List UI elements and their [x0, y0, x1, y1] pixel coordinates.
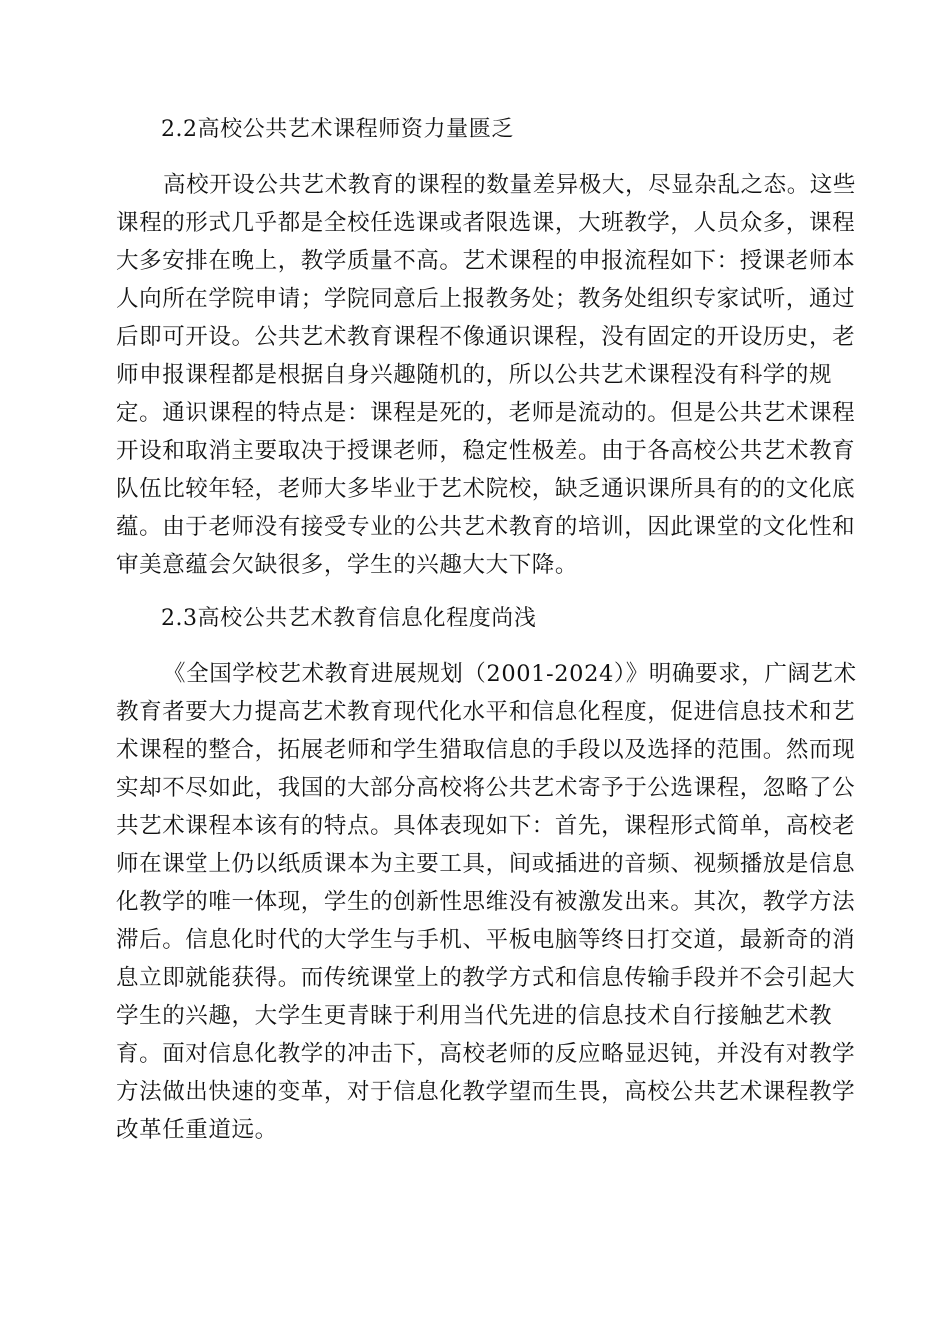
- paragraph-line: 师在课堂上仍以纸质课本为主要工具，间或插进的音频、视频播放是信息: [116, 851, 856, 877]
- paragraph-line: 师申报课程都是根据自身兴趣随机的，所以公共艺术课程没有科学的规: [116, 362, 833, 388]
- paragraph-line: 《全国学校艺术教育进展规划（2001-2024）》明确要求，广阔艺术: [163, 661, 857, 687]
- paragraph-line: 滞后。信息化时代的大学生与手机、平板电脑等终日打交道，最新奇的消: [116, 927, 856, 953]
- section-2-3-title: 高校公共艺术教育信息化程度尚浅: [197, 606, 537, 631]
- section-2-2-heading: [161, 116, 514, 144]
- paragraph-line: 术课程的整合，拓展老师和学生猎取信息的手段以及选择的范围。然而现: [116, 737, 856, 763]
- paragraph-line: 人向所在学院申请；学院同意后上报教务处；教务处组织专家试听，通过: [116, 286, 856, 312]
- paragraph-line: 大多安排在晚上，教学质量不高。艺术课程的申报流程如下：授课老师本: [116, 248, 856, 274]
- paragraph-line: 定。通识课程的特点是：课程是死的，老师是流动的。但是公共艺术课程: [116, 400, 856, 426]
- paragraph-line: 育。面对信息化教学的冲击下，高校老师的反应略显迟钝，并没有对教学: [116, 1041, 856, 1067]
- paragraph-line: 蕴。由于老师没有接受专业的公共艺术教育的培训，因此课堂的文化性和: [116, 514, 856, 540]
- paragraph-line: 息立即就能获得。而传统课堂上的教学方式和信息传输手段并不会引起大: [116, 965, 856, 991]
- paragraph-line: 审美意蕴会欠缺很多，学生的兴趣大大下降。: [116, 552, 579, 578]
- section-2-3-heading: [161, 605, 537, 633]
- paragraph-line: 后即可开设。公共艺术教育课程不像通识课程，没有固定的开设历史，老: [116, 324, 856, 350]
- paragraph-line: 学生的兴趣，大学生更青睐于利用当代先进的信息技术自行接触艺术教: [116, 1003, 833, 1029]
- section-2-3-number: 2.3: [161, 606, 198, 631]
- section-2-2-number: 2.2: [161, 117, 198, 142]
- paragraph-line: 化教学的唯一体现，学生的创新性思维没有被激发出来。其次，教学方法: [116, 889, 856, 915]
- paragraph-line: 方法做出快速的变革，对于信息化教学望而生畏，高校公共艺术课程教学: [116, 1079, 856, 1105]
- paragraph-line: 高校开设公共艺术教育的课程的数量差异极大，尽显杂乱之态。这些: [163, 172, 857, 198]
- paragraph-line: 教育者要大力提高艺术教育现代化水平和信息化程度，促进信息技术和艺: [116, 699, 856, 725]
- paragraph-line: 改革任重道远。: [116, 1117, 278, 1143]
- paragraph-line: 开设和取消主要取决于授课老师，稳定性极差。由于各高校公共艺术教育: [116, 438, 856, 464]
- paragraph-line: 课程的形式几乎都是全校任选课或者限选课，大班教学，人员众多，课程: [116, 210, 856, 236]
- paragraph-line: 实却不尽如此，我国的大部分高校将公共艺术寄予于公选课程，忽略了公: [116, 775, 856, 801]
- paragraph-line: 队伍比较年轻，老师大多毕业于艺术院校，缺乏通识课所具有的的文化底: [116, 476, 856, 502]
- section-2-2-title: 高校公共艺术课程师资力量匮乏: [197, 117, 514, 142]
- paragraph-line: 共艺术课程本该有的特点。具体表现如下：首先，课程形式简单，高校老: [116, 813, 856, 839]
